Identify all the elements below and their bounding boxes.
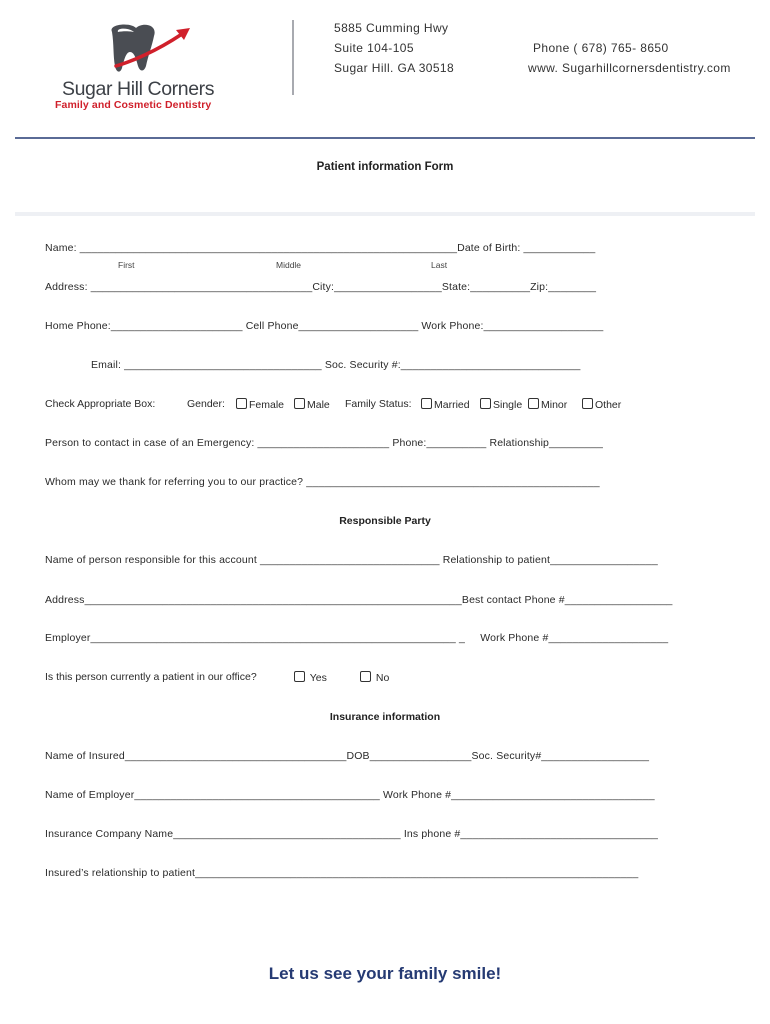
referral-field-row[interactable]: Whom may we thank for referring you to our practice? _________________________________________________ bbox=[45, 476, 600, 488]
gender-label: Gender: bbox=[187, 398, 225, 410]
option-label: Married bbox=[434, 399, 470, 411]
status-other-option[interactable] bbox=[582, 398, 621, 411]
address-line-1: 5885 Cumming Hwy bbox=[334, 21, 449, 35]
current-patient-yes-option[interactable] bbox=[294, 671, 327, 684]
gender-female-option[interactable] bbox=[236, 398, 284, 411]
checkbox-icon[interactable] bbox=[421, 398, 432, 409]
insured-name-row[interactable]: Name of Insured_____________________________________DOB_________________Soc. Security#__________________ bbox=[45, 750, 650, 762]
checkbox-icon[interactable] bbox=[236, 398, 247, 409]
current-patient-question: Is this person currently a patient in our office? bbox=[45, 671, 257, 683]
practice-name: Sugar Hill Corners bbox=[62, 78, 215, 100]
option-label: Yes bbox=[309, 672, 327, 684]
insured-relationship-row[interactable]: Insured’s relationship to patient__________________________________________________________________________ bbox=[45, 867, 639, 879]
first-name-caption: First bbox=[118, 260, 135, 270]
name-field-row[interactable]: Name: _______________________________________________________________Date of Birth: ____________ bbox=[45, 242, 596, 254]
footer-slogan: Let us see your family smile! bbox=[268, 964, 502, 983]
checkbox-icon[interactable] bbox=[360, 671, 371, 682]
responsible-employer-row[interactable]: Employer_____________________________________________________________ _ Work Phone #____________________ bbox=[45, 632, 669, 644]
checkbox-icon[interactable] bbox=[582, 398, 593, 409]
header-rule bbox=[15, 137, 755, 139]
current-patient-no-option[interactable] bbox=[360, 671, 389, 684]
option-label: Minor bbox=[541, 399, 568, 411]
option-label: Other bbox=[595, 399, 622, 411]
checkbox-icon[interactable] bbox=[294, 671, 305, 682]
responsible-party-heading: Responsible Party bbox=[339, 515, 431, 527]
insurance-company-row[interactable]: Insurance Company Name______________________________________ Ins phone #_________________________________ bbox=[45, 828, 659, 840]
title-rule bbox=[15, 212, 755, 216]
tooth-swoosh-icon bbox=[100, 22, 200, 82]
address-line-3: Sugar Hill. GA 30518 bbox=[334, 61, 455, 75]
responsible-address-row[interactable]: Address_______________________________________________________________Best contact Phone #__________________ bbox=[45, 594, 673, 606]
check-appropriate-label: Check Appropriate Box: bbox=[45, 398, 156, 410]
option-label: No bbox=[375, 672, 390, 684]
option-label: Male bbox=[307, 399, 330, 411]
checkbox-icon[interactable] bbox=[480, 398, 491, 409]
practice-phone: Phone ( 678) 765- 8650 bbox=[533, 41, 669, 55]
family-status-label: Family Status: bbox=[345, 398, 412, 410]
option-label: Single bbox=[493, 399, 523, 411]
practice-website[interactable]: www. Sugarhillcornersdentistry.com bbox=[528, 61, 731, 75]
last-name-caption: Last bbox=[431, 260, 448, 270]
status-married-option[interactable] bbox=[421, 398, 470, 411]
insured-employer-row[interactable]: Name of Employer_________________________________________ Work Phone #__________________________________ bbox=[45, 789, 655, 801]
address-field-row[interactable]: Address: _____________________________________City:__________________State:__________Zip:________ bbox=[45, 281, 597, 293]
option-label: Female bbox=[249, 399, 285, 411]
form-title: Patient information Form bbox=[316, 161, 454, 173]
emergency-field-row[interactable]: Person to contact in case of an Emergency: ______________________ Phone:__________ Relationship_________ bbox=[45, 437, 603, 449]
checkbox-icon[interactable] bbox=[528, 398, 539, 409]
responsible-name-row[interactable]: Name of person responsible for this account ______________________________ Relationship to patient__________________ bbox=[45, 554, 658, 566]
practice-logo bbox=[100, 22, 200, 82]
insurance-heading: Insurance information bbox=[329, 711, 441, 723]
address-line-2: Suite 104-105 bbox=[334, 41, 414, 55]
checkbox-icon[interactable] bbox=[294, 398, 305, 409]
status-minor-option[interactable] bbox=[528, 398, 567, 411]
gender-male-option[interactable] bbox=[294, 398, 330, 411]
middle-name-caption: Middle bbox=[276, 260, 302, 270]
practice-tagline: Family and Cosmetic Dentistry bbox=[55, 99, 212, 111]
phone-field-row[interactable]: Home Phone:______________________ Cell Phone____________________ Work Phone:____________________ bbox=[45, 320, 604, 332]
email-field-row[interactable]: Email: _________________________________ Soc. Security #:______________________________ bbox=[91, 359, 581, 371]
status-single-option[interactable] bbox=[480, 398, 522, 411]
header-divider bbox=[292, 20, 294, 95]
